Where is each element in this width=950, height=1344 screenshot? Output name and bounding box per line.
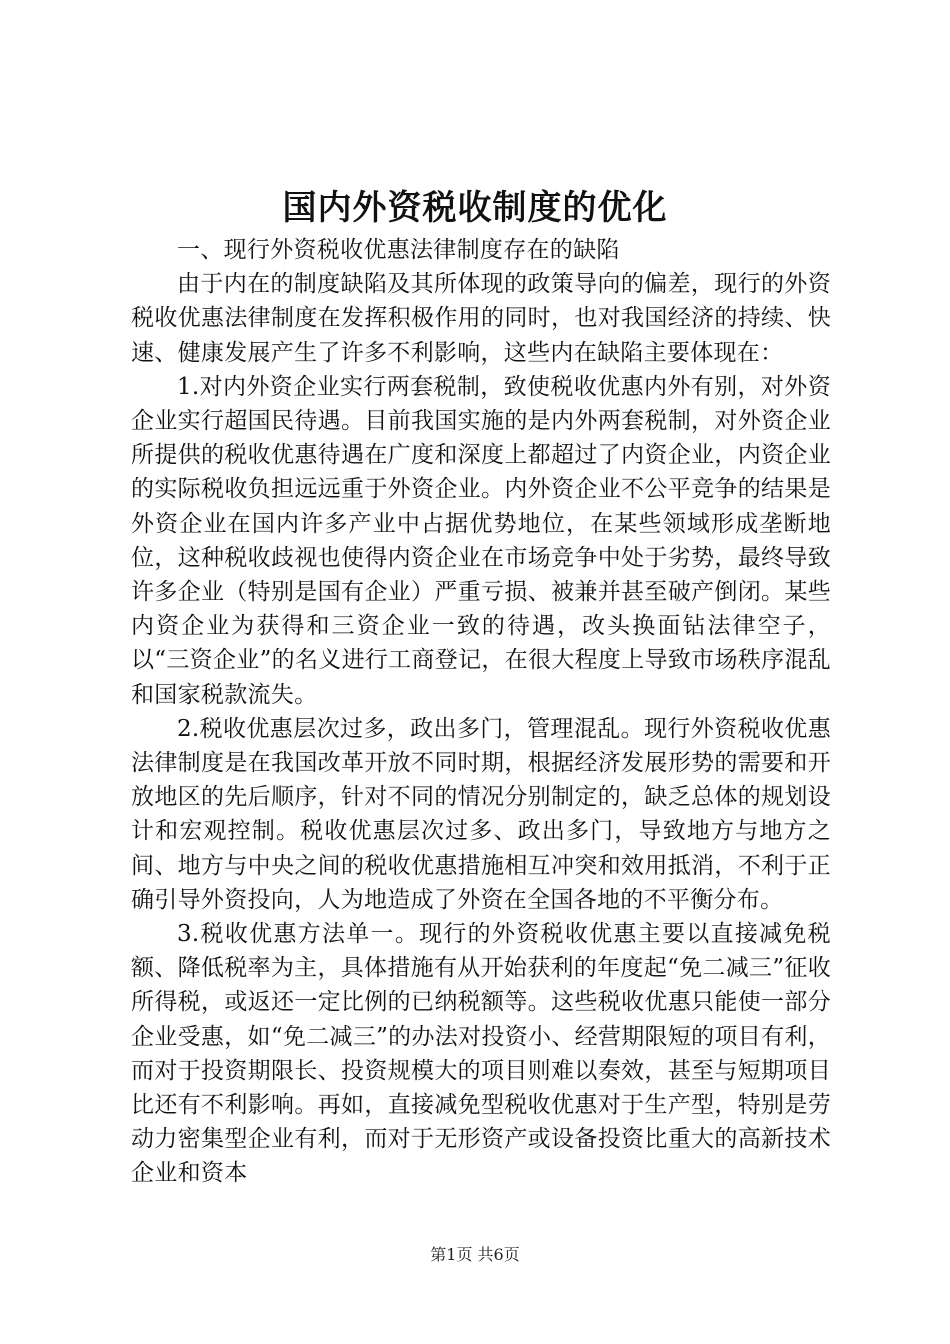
paragraph-point-3: 3.税收优惠方法单一。现行的外资税收优惠主要以直接减免税额、降低税率为主，具体措施有从开始获利的年度起“免二减三”征收所得税，或返还一定比例的已纳税额等。这些税收优惠只能使一部分企业受惠，如“免二减三”的办法对投资小、经营期限短的项目有利，而对于投资期限长、投资规模大的项目则难以奏效，甚至与短期项目比还有不利影响。再如，直接减免型税收优惠对于生产型，特别是劳动力密集型企业有利，而对于无形资产或设备投资比重大的高新技术企业和资本 — [131, 921, 831, 1187]
section-heading: 一、现行外资税收优惠法律制度存在的缺陷 — [177, 237, 620, 263]
document-title: 国内外资税收制度的优化 — [282, 188, 668, 228]
page-footer: 第1页 共6页 — [430, 1245, 520, 1264]
paragraph-intro: 由于内在的制度缺陷及其所体现的政策导向的偏差，现行的外资税收优惠法律制度在发挥积极作用的同时，也对我国经济的持续、快速、健康发展产生了许多不利影响，这些内在缺陷主要体现在： — [131, 271, 831, 366]
document-body — [131, 233, 831, 1191]
paragraph-point-2: 2.税收优惠层次过多，政出多门，管理混乱。现行外资税收优惠法律制度是在我国改革开放不同时期，根据经济发展形势的需要和开放地区的先后顺序，针对不同的情况分别制定的，缺乏总体的规划设计和宏观控制。税收优惠层次过多、政出多门，导致地方与地方之间、地方与中央之间的税收优惠措施相互冲突和效用抵消，不利于正确引导外资投向，人为地造成了外资在全国各地的不平衡分布。 — [131, 715, 831, 913]
paragraph-point-1: 1.对内外资企业实行两套税制，致使税收优惠内外有别，对外资企业实行超国民待遇。目前我国实施的是内外两套税制，对外资企业所提供的税收优惠待遇在广度和深度上都超过了内资企业，内资企业的实际税收负担远远重于外资企业。内外资企业不公平竞争的结果是外资企业在国内许多产业中占据优势地位，在某些领域形成垄断地位，这种税收歧视也使得内资企业在市场竞争中处于劣势，最终导致许多企业（特别是国有企业）严重亏损、被兼并甚至破产倒闭。某些内资企业为获得和三资企业一致的待遇，改头换面钻法律空子，以“三资企业”的名义进行工商登记，在很大程度上导致市场秩序混乱和国家税款流失。 — [131, 373, 831, 708]
